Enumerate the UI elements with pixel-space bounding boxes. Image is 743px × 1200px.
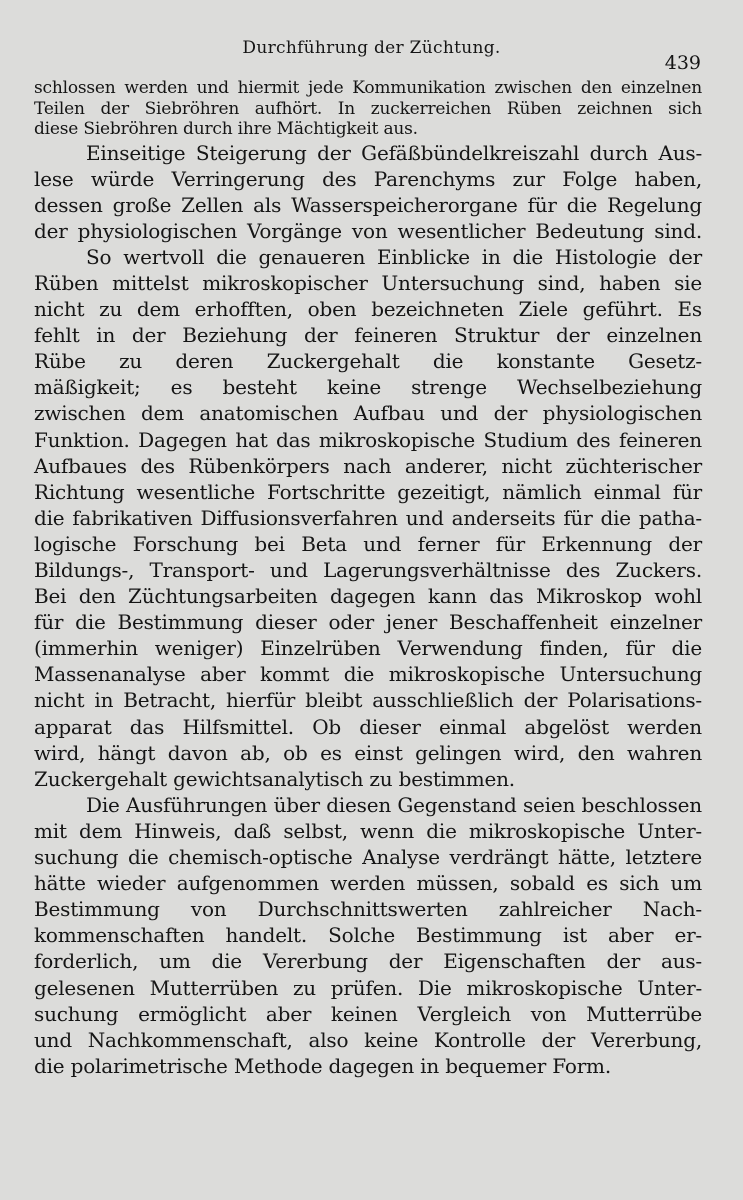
text-line: für die Bestimmung dieser oder jener Beschaffenheit einzelner [34,610,702,635]
text-line: suchung die chemisch-optische Analyse verdrängt hätte, letztere [34,845,702,870]
text-line: Zuckergehalt gewichtsanalytisch zu bestimmen. [34,766,515,791]
text-line: Aufbaues des Rübenkörpers nach anderer, nicht züchterischer [34,453,702,478]
paragraph-3 [34,792,702,1079]
text-line: zwischen dem anatomischen Aufbau und der physiologischen [34,401,702,426]
text-line: suchung ermöglicht aber keinen Vergleich von Mutterrübe [34,1001,702,1026]
text-line: gelesenen Mutterrüben zu prüfen. Die mikroskopische Unter- [34,975,702,1000]
text-line: nicht in Betracht, hierfür bleibt ausschließlich der Polarisations- [34,688,702,713]
text-line: hätte wieder aufgenommen werden müssen, sobald es sich um [34,871,702,896]
text-line: mäßigkeit; es besteht keine strenge Wechselbeziehung [34,375,702,400]
text-line: wird, hängt davon ab, ob es einst gelingen wird, den wahren [34,740,702,765]
text-line: Rüben mittelst mikroskopischer Untersuchung sind, haben sie [34,270,702,295]
body-text [34,78,702,1079]
text-line: logische Forschung bei Beta und ferner für Erkennung der [34,531,702,556]
text-line: Massenanalyse aber kommt die mikroskopische Untersuchung [34,662,702,687]
text-line: Bildungs-, Transport- und Lagerungsverhältnisse des Zuckers. [34,558,702,582]
intro-paragraph [34,78,702,140]
text-line: Bestimmung von Durchschnittswerten zahlreicher Nach- [34,897,702,922]
text-line: Funktion. Dagegen hat das mikroskopische Studium des feineren [34,427,702,452]
text-line: mit dem Hinweis, daß selbst, wenn die mikroskopische Unter- [34,818,702,843]
text-line: Richtung wesentliche Fortschritte gezeitigt, nämlich einmal für [34,479,702,504]
text-line: Einseitige Steigerung der Gefäßbündelkreiszahl durch Aus- [86,140,702,165]
text-line: Rübe zu deren Zuckergehalt die konstante Gesetz- [34,349,702,374]
text-line: forderlich, um die Vererbung der Eigenschaften der aus- [34,949,702,974]
text-line: nicht zu dem erhofften, oben bezeichneten Ziele geführt. Es [34,297,702,322]
text-line: kommenschaften handelt. Solche Bestimmung ist aber er- [34,923,702,948]
page-number: 439 [664,52,701,74]
text-line: der physiologischen Vorgänge von wesentlicher Bedeutung sind. [34,218,702,243]
text-line: diese Siebröhren durch ihre Mächtigkeit aus. [34,119,418,139]
paragraph-1 [34,140,702,244]
text-line: schlossen werden und hiermit jede Kommunikation zwischen den einzelnen [34,78,702,98]
text-line: dessen große Zellen als Wasserspeicherorgane für die Regelung [34,192,702,217]
text-line: apparat das Hilfsmittel. Ob dieser einmal abgelöst werden [34,714,702,739]
text-line: die fabrikativen Diffusionsverfahren und anderseits für die patha- [34,505,702,530]
text-line: fehlt in der Beziehung der feineren Struktur der einzelnen [34,323,702,348]
running-head: Durchführung der Züchtung. [242,38,501,58]
text-line: Die Ausführungen über diesen Gegenstand seien beschlossen [86,792,702,817]
text-line: Teilen der Siebröhren aufhört. In zuckerreichen Rüben zeichnen sich [34,98,702,119]
text-line: Bei den Züchtungsarbeiten dagegen kann das Mikroskop wohl [34,584,702,609]
text-line: (immerhin weniger) Einzelrüben Verwendung finden, für die [34,636,702,661]
text-line: So wertvoll die genaueren Einblicke in die Histologie der [86,244,702,269]
text-line: die polarimetrische Methode dagegen in bequemer Form. [34,1053,611,1078]
paragraph-2 [34,244,702,792]
text-line: und Nachkommenschaft, also keine Kontrolle der Vererbung, [34,1027,702,1052]
text-line: lese würde Verringerung des Parenchyms zur Folge haben, [34,166,702,191]
